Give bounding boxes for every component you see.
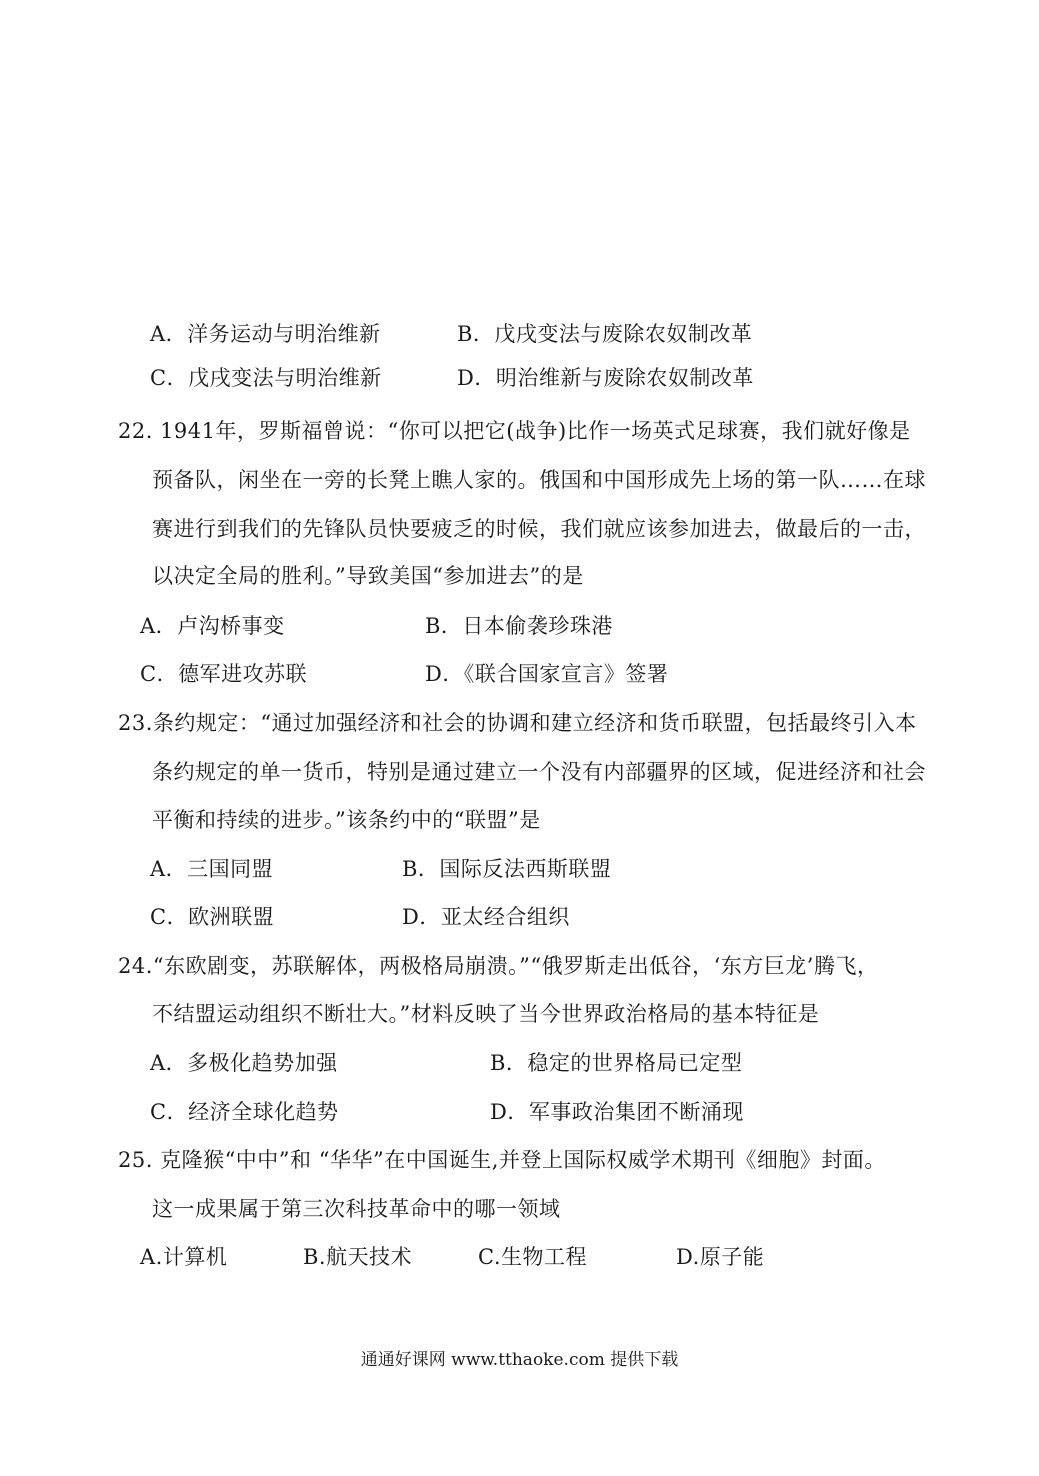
q24-stem-line-1: 24.“东欧剧变，苏联解体，两极格局崩溃。”“俄罗斯走出低谷，‘东方巨龙’腾飞，: [118, 954, 879, 978]
q22-stem-line-1: 22. 1941年，罗斯福曾说：“你可以把它(战争)比作一场英式足球赛，我们就好像是: [118, 419, 911, 443]
q25-stem-line-1: 25. 克隆猴“中中”和 “华华”在中国诞生,并登上国际权威学术期刊《细胞》封面。: [118, 1148, 886, 1172]
q21-option-d: D．明治维新与废除农奴制改革: [457, 366, 754, 390]
q24-option-c: C．经济全球化趋势: [150, 1100, 339, 1124]
q23-option-c: C．欧洲联盟: [150, 905, 275, 929]
q25-option-b: B.航天技术: [303, 1245, 413, 1269]
q24-option-d: D．军事政治集团不断涌现: [490, 1100, 744, 1124]
q22-stem-line-2: 预备队，闲坐在一旁的长凳上瞧人家的。俄国和中国形成先上场的第一队……在球: [152, 468, 926, 492]
q22-option-c: C．德军进攻苏联: [140, 662, 308, 686]
q25-option-d: D.原子能: [676, 1245, 765, 1269]
q24-stem-line-2: 不结盟运动组织不断壮大。”材料反映了当今世界政治格局的基本特征是: [152, 1002, 820, 1026]
q23-stem-line-2: 条约规定的单一货币，特别是通过建立一个没有内部疆界的区域，促进经济和社会: [152, 760, 926, 784]
q23-stem-line-1: 23.条约规定：“通过加强经济和社会的协调和建立经济和货币联盟，包括最终引入本: [118, 711, 917, 735]
q22-option-b: B．日本偷袭珍珠港: [425, 614, 613, 638]
page-footer: 通通好课网 www.tthaoke.com 提供下载: [360, 1350, 679, 1370]
q23-stem-line-3: 平衡和持续的进步。”该条约中的“联盟”是: [152, 808, 541, 832]
q23-option-a: A．三国同盟: [150, 857, 274, 881]
q22-stem-line-3: 赛进行到我们的先锋队员快要疲乏的时候，我们就应该参加进去，做最后的一击，: [152, 517, 926, 541]
q24-option-b: B．稳定的世界格局已定型: [490, 1051, 743, 1075]
q25-option-c: C.生物工程: [478, 1245, 587, 1269]
q21-option-c: C．戊戌变法与明治维新: [150, 366, 382, 390]
q24-option-a: A．多极化趋势加强: [150, 1051, 338, 1075]
q23-option-b: B．国际反法西斯联盟: [402, 857, 612, 881]
q22-option-d: D．《联合国家宣言》签署: [425, 662, 669, 686]
q22-option-a: A．卢沟桥事变: [140, 614, 285, 638]
q22-stem-line-4: 以决定全局的胜利。”导致美国“参加进去”的是: [152, 564, 584, 588]
q23-option-d: D．亚太经合组织: [402, 905, 570, 929]
q25-option-a: A.计算机: [140, 1245, 228, 1269]
q21-option-b: B．戊戌变法与废除农奴制改革: [457, 322, 753, 346]
q21-option-a: A．洋务运动与明治维新: [150, 322, 381, 346]
q25-stem-line-2: 这一成果属于第三次科技革命中的哪一领域: [152, 1197, 561, 1221]
